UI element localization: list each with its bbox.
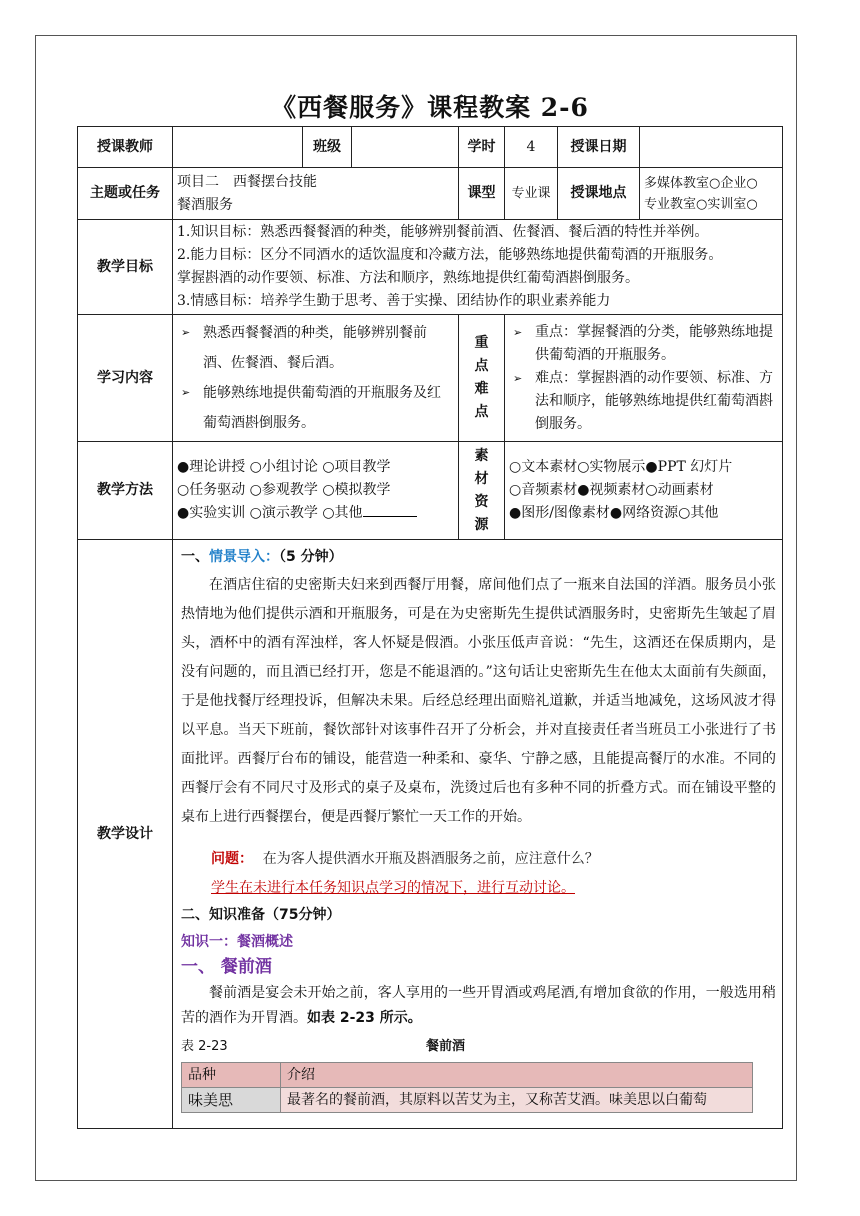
objectives-content <box>173 220 783 315</box>
design-content <box>173 540 783 1129</box>
table-title: 餐前酒 <box>426 1039 466 1054</box>
table-row <box>182 1088 753 1113</box>
aperitif-table <box>181 1062 753 1113</box>
difficulty-item: ➢ 难点：掌握斟酒的动作要领、标准、方法和顺序，能够熟练地提供红葡萄酒斟倒服务。 <box>509 367 778 436</box>
methods-options <box>173 442 459 540</box>
class-label: 班级 <box>303 127 352 168</box>
arrow-bullet-icon: ➢ <box>181 326 191 339</box>
hours-label: 学时 <box>459 127 505 168</box>
teacher-label: 授课教师 <box>78 127 173 168</box>
methods-label: 教学方法 <box>78 442 173 540</box>
wine-name-cell: 味美思 <box>182 1088 281 1113</box>
methods-line-1: ●理论讲授 ○小组讨论 ○项目教学 <box>177 459 391 475</box>
objectives-label: 教学目标 <box>78 220 173 315</box>
objective-knowledge: 1.知识目标：熟悉西餐餐酒的种类，能够辨别餐前酒、佐餐酒、餐后酒的特性并举例。 <box>177 224 709 240</box>
materials-line-2: ○音频素材●视频素材○动画素材 <box>509 482 714 498</box>
topic-line-2: 餐酒服务 <box>177 196 233 213</box>
key-points-label: 重 点 难 点 <box>459 315 505 442</box>
key-points-content <box>505 315 783 442</box>
lesson-plan-table <box>77 126 783 1129</box>
table-number: 表 2-23 <box>181 1039 228 1054</box>
prep-heading: 二、知识准备（75分钟） <box>181 907 341 923</box>
key-point-item: ➢ 重点：掌握餐酒的分类，能够熟练地提供葡萄酒的开瓶服务。 <box>509 321 778 367</box>
document-title: 《西餐服务》课程教案 2-6 <box>271 93 589 122</box>
arrow-bullet-icon: ➢ <box>513 325 523 339</box>
content-item: ➢ 熟悉西餐餐酒的种类，能够辨别餐前酒、佐餐酒、餐后酒。 <box>177 318 454 378</box>
place-value <box>640 168 783 220</box>
table-header-row <box>182 1063 753 1088</box>
place-label: 授课地点 <box>558 168 640 220</box>
topic-label: 主题或任务 <box>78 168 173 220</box>
content-item: ➢ 能够熟练地提供葡萄酒的开瓶服务及红葡萄酒斟倒服务。 <box>177 378 454 438</box>
intro-heading: 一、情景导入：（5 分钟） <box>181 549 343 565</box>
materials-label: 素 材 资 源 <box>459 442 505 540</box>
date-label: 授课日期 <box>558 127 640 168</box>
content-label: 学习内容 <box>78 315 173 442</box>
content-items <box>173 315 459 442</box>
materials-line-1: ○文本素材○实物展示●PPT 幻灯片 <box>509 459 733 475</box>
materials-options <box>505 442 783 540</box>
objective-ability-cont: 掌握斟酒的动作要领、标准、方法和顺序，熟练地提供红葡萄酒斟倒服务。 <box>177 270 639 286</box>
type-value: 专业课 <box>505 168 558 220</box>
methods-line-2: ○任务驱动 ○参观教学 ○模拟教学 <box>177 482 391 498</box>
hours-value: 4 <box>505 127 558 168</box>
arrow-bullet-icon: ➢ <box>181 386 191 399</box>
place-line-1: 多媒体教室○企业○ <box>644 175 758 191</box>
objective-ability: 2.能力目标：区分不同酒水的适饮温度和冷藏方法，能够熟练地提供葡萄酒的开瓶服务。 <box>177 247 723 263</box>
arrow-bullet-icon: ➢ <box>513 371 523 385</box>
methods-line-3: ●实验实训 ○演示教学 ○其他 <box>177 502 454 525</box>
question: 问题： 在为客人提供酒水开瓶及斟酒服务之前，应注意什么？ <box>211 851 599 867</box>
place-line-2: 专业教室○实训室○ <box>644 196 758 212</box>
aperitif-text: 餐前酒是宴会未开始之前，客人享用的一些开胃酒或鸡尾酒,有增加食欲的作用，一般选用稍苦的酒作为开胃酒。如表 2-23 所示。 <box>181 985 776 1026</box>
class-value <box>352 127 459 168</box>
teacher-value <box>173 127 303 168</box>
table-header-cell: 介绍 <box>281 1063 753 1088</box>
topic-line-1: 项目二 西餐摆台技能 <box>177 173 317 190</box>
intro-story: 在酒店住宿的史密斯夫妇来到西餐厅用餐，席间他们点了一瓶来自法国的洋酒。服务员小张热情地为他们提供示酒和开瓶服务，可是在为史密斯先生提供试酒服务时，史密斯先生皱起了眉头，酒杯中的酒有浑浊样，客人怀疑是假酒。小张压低声音说：“先生，这酒还在保质期内，是没有问题的，而且酒已经打开，您是不能退酒的。”这句话让史密斯先生在他太太面前有失颜面，于是他找餐厅经理投诉，但解决未果。后经总经理出面赔礼道歉，并适当地减免，这场风波才得以平息。当天下班前，餐饮部针对该事件召开了分析会，并对直接责任者当班员工小张进行了书面批评。西餐厅台布的铺设，能营造一种柔和、豪华、宁静之感，且能提高餐厅的水准。不同的西餐厅会有不同尺寸及形式的桌子及桌布，洗烫过后也有多种不同的折叠方式。而在铺设平整的桌布上进行西餐摆台，便是西餐厅繁忙一天工作的开始。 <box>181 577 776 825</box>
type-label: 课型 <box>459 168 505 220</box>
objective-emotion: 3.情感目标：培养学生勤于思考、善于实操、团结协作的职业素养能力 <box>177 293 611 309</box>
table-caption <box>181 1035 776 1058</box>
wine-desc-cell: 最著名的餐前酒，其原料以苦艾为主，又称苦艾酒。味美思以白葡萄 <box>281 1088 753 1113</box>
blank-underline <box>363 502 417 517</box>
table-header-cell: 品种 <box>182 1063 281 1088</box>
date-value <box>640 127 783 168</box>
materials-line-3: ●图形/图像素材●网络资源○其他 <box>509 505 719 521</box>
design-label: 教学设计 <box>78 540 173 1129</box>
aperitif-heading: 一、 餐前酒 <box>181 957 272 977</box>
knowledge-1-heading: 知识一：餐酒概述 <box>181 934 293 950</box>
discussion-note: 学生在未进行本任务知识点学习的情况下，进行互动讨论。 <box>211 880 575 896</box>
topic-value <box>173 168 459 220</box>
